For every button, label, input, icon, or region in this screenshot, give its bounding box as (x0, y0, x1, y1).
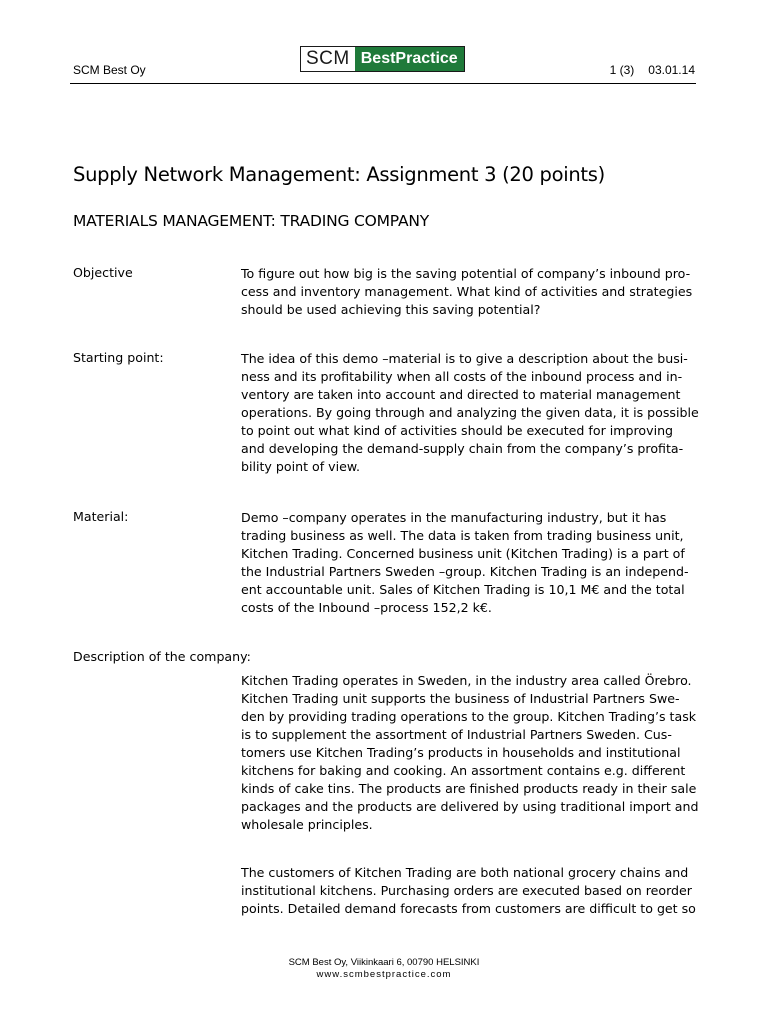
description-line: kitchens for baking and cooking. An assortment contains e.g. different (241, 763, 686, 778)
material-text (241, 509, 701, 617)
starting-point-line: The idea of this demo –material is to give a description about the busi- (241, 351, 688, 366)
objective-line: cess and inventory management. What kind of activities and strategies (241, 284, 693, 299)
description-paragraph-1 (241, 672, 701, 834)
starting-point-line: to point out what kind of activities should be executed for improving (241, 423, 674, 438)
company-logo (300, 46, 465, 72)
description-line: institutional kitchens. Purchasing orders are executed based on reorder (241, 883, 692, 898)
starting-point-label: Starting point: (73, 350, 164, 365)
page-number: 1 (3) (609, 63, 635, 77)
header-company: SCM Best Oy (73, 63, 146, 77)
description-line: den by providing trading operations to the group. Kitchen Trading’s task (241, 709, 697, 724)
logo-scm-text: SCM (301, 47, 355, 71)
footer-website-link[interactable]: www.scmbestpractice.com (316, 969, 452, 980)
material-line: Kitchen Trading. Concerned business unit (Kitchen Trading) is a part of (241, 546, 685, 561)
header-date: 03.01.14 (648, 63, 695, 77)
material-line: Demo –company operates in the manufacturing industry, but it has (241, 510, 667, 525)
description-label: Description of the company: (73, 649, 251, 664)
description-paragraph-2 (241, 864, 701, 918)
description-line: packages and the products are delivered by using traditional import and (241, 799, 699, 814)
logo-bestpractice-text: BestPractice (355, 47, 464, 71)
description-line: points. Detailed demand forecasts from customers are difficult to get so (241, 901, 696, 916)
document-subtitle: MATERIALS MANAGEMENT: TRADING COMPANY (73, 212, 430, 230)
footer-address: SCM Best Oy, Viikinkaari 6, 00790 HELSINKI (288, 957, 480, 968)
material-line: trading business as well. The data is taken from trading business unit, (241, 528, 684, 543)
objective-label: Objective (73, 265, 133, 280)
description-line: The customers of Kitchen Trading are both national grocery chains and (241, 865, 689, 880)
starting-point-line: bility point of view. (241, 459, 360, 474)
material-line: costs of the Inbound –process 152,2 k€. (241, 600, 492, 615)
description-line: wholesale principles. (241, 817, 373, 832)
starting-point-text (241, 350, 701, 476)
material-line: ent accountable unit. Sales of Kitchen Trading is 10,1 M€ and the total (241, 582, 685, 597)
header-divider (70, 83, 696, 84)
description-line: is to supplement the assortment of Industrial Partners Sweden. Cus- (241, 727, 672, 742)
material-line: the Industrial Partners Sweden –group. Kitchen Trading is an independ- (241, 564, 689, 579)
objective-text (241, 265, 701, 319)
material-label: Material: (73, 509, 129, 524)
starting-point-line: operations. By going through and analyzing the given data, it is possible (241, 405, 699, 420)
description-line: Kitchen Trading unit supports the business of Industrial Partners Swe- (241, 691, 680, 706)
page-footer (0, 957, 768, 981)
header-meta (610, 63, 695, 77)
starting-point-line: ventory are taken into account and directed to material management (241, 387, 681, 402)
objective-line: To figure out how big is the saving potential of company’s inbound pro- (241, 266, 691, 281)
starting-point-line: ness and its profitability when all costs of the inbound process and in- (241, 369, 683, 384)
description-line: tomers use Kitchen Trading’s products in households and institutional (241, 745, 681, 760)
description-line: kinds of cake tins. The products are finished products ready in their sale (241, 781, 697, 796)
document-title: Supply Network Management: Assignment 3 (20 points) (73, 163, 605, 186)
objective-line: should be used achieving this saving potential? (241, 302, 541, 317)
starting-point-line: and developing the demand-supply chain from the company’s profita- (241, 441, 684, 456)
description-line: Kitchen Trading operates in Sweden, in the industry area called Örebro. (241, 673, 692, 688)
